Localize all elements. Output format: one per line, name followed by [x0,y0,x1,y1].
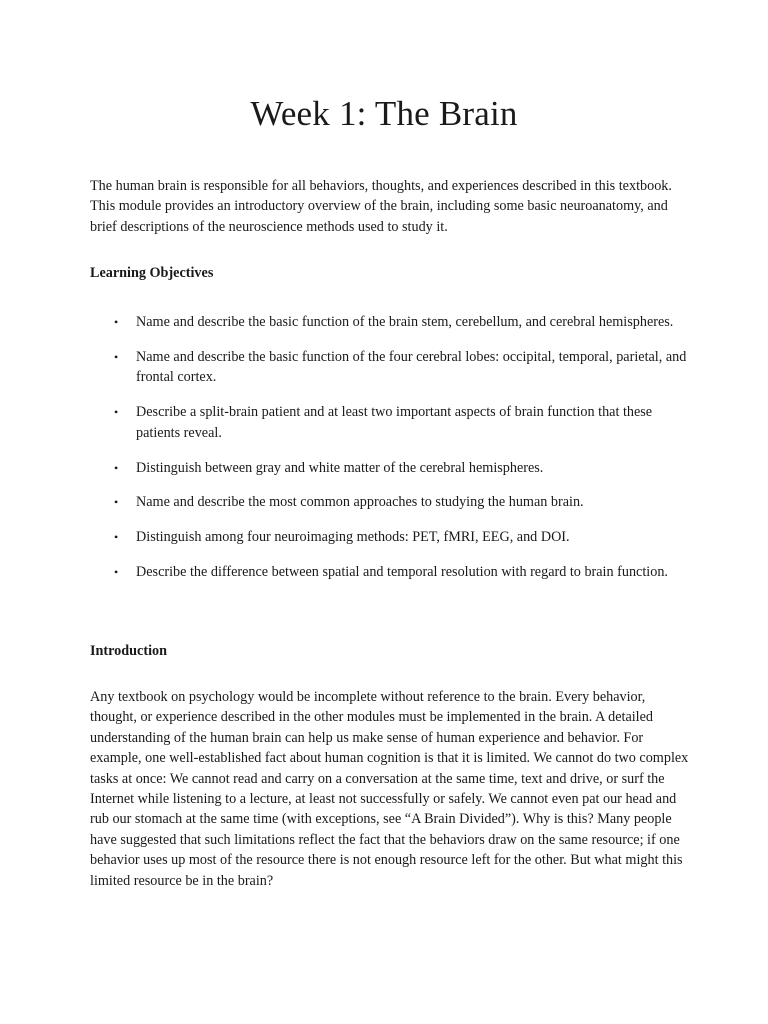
bullet-icon: • [114,565,119,580]
list-item [90,527,690,547]
objective-text: Distinguish between gray and white matter of the cerebral hemispheres. [136,459,544,476]
objective-text: Name and describe the basic function of the four cerebral lobes: occipital, temporal, parietal, and frontal cortex. [136,348,687,386]
objective-text: Describe the difference between spatial and temporal resolution with regard to brain function. [136,564,668,581]
objective-text: Name and describe the basic function of the brain stem, cerebellum, and cerebral hemispheres. [136,314,674,330]
list-item [90,402,690,443]
list-item [90,347,690,388]
list-item [90,492,690,512]
objective-text: Name and describe the most common approaches to studying the human brain. [136,494,584,511]
objective-text: Distinguish among four neuroimaging methods: PET, fMRI, EEG, and DOI. [136,529,570,546]
intro-paragraph: The human brain is responsible for all behaviors, thoughts, and experiences described in this textbook. This module provides an introductory overview of the brain, including some basic neuroanatomy, and brief descriptions of the neuroscience methods used to study it. [90,178,672,235]
bullet-icon: • [114,495,119,510]
learning-objectives-heading: Learning Objectives [90,265,214,281]
bullet-icon: • [114,315,119,329]
list-item [90,312,690,332]
objective-text: Describe a split-brain patient and at least two important aspects of brain function that these patients reveal. [136,404,653,441]
bullet-icon: • [114,405,119,420]
introduction-paragraph: Any textbook on psychology would be incomplete without reference to the brain. Every behavior, thought, or experience described in the other modules must be implemented in the brain. A detailed understanding of the human brain can help us make sense of human experience and behavior. For example, one well-established fact about human cognition is that it is limited. We cannot do two complex tasks at once: We cannot read and carry on a conversation at the same time, text and drive, or surf the Internet while listening to a lecture, at least not successfully or safely. We cannot even pat our head and rub our stomach at the same time (with exceptions, see “A Brain Divided”). Why is this? Many people have suggested that such limitations reflect the fact that the behaviors draw on the same resource; if one behavior uses up most of the resource there is not enough resource left for the other. But what might this limited resource be in the brain? [90,689,689,889]
list-item [90,562,690,582]
introduction-heading: Introduction [90,643,167,659]
page-title: Week 1: The Brain [250,94,518,133]
bullet-icon: • [114,460,119,475]
bullet-icon: • [114,530,119,545]
objectives-list [90,312,690,597]
bullet-icon: • [114,349,119,364]
list-item [90,458,690,478]
